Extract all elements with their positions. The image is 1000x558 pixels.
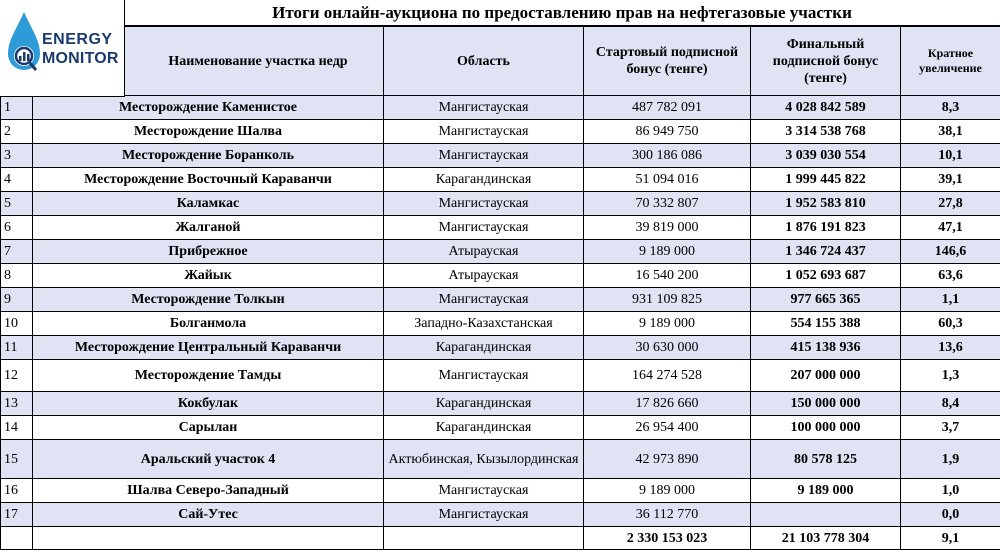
table-header-row	[1, 27, 1000, 96]
cell-field-name: Жайык	[33, 264, 384, 288]
cell-start-bonus: 931 109 825	[584, 288, 751, 312]
table-row	[1, 479, 1000, 503]
cell-start-bonus: 70 332 807	[584, 192, 751, 216]
cell-row-number: 15	[1, 440, 33, 479]
table-row	[1, 416, 1000, 440]
cell-region: Мангистауская	[384, 360, 584, 392]
cell-row-number: 13	[1, 392, 33, 416]
cell-region: Мангистауская	[384, 216, 584, 240]
cell-row-number: 14	[1, 416, 33, 440]
cell-start-bonus: 16 540 200	[584, 264, 751, 288]
cell-final-bonus: 207 000 000	[751, 360, 901, 392]
cell-blank-2	[33, 527, 384, 550]
cell-field-name: Болганмола	[33, 312, 384, 336]
cell-region: Мангистауская	[384, 120, 584, 144]
cell-field-name: Месторождение Боранколь	[33, 144, 384, 168]
logo-line-1: ENERGY	[42, 31, 113, 48]
cell-field-name: Прибрежное	[33, 240, 384, 264]
cell-region: Мангистауская	[384, 288, 584, 312]
table-row	[1, 144, 1000, 168]
cell-field-name: Каламкас	[33, 192, 384, 216]
cell-row-number: 3	[1, 144, 33, 168]
cell-row-number: 8	[1, 264, 33, 288]
cell-total-final-bonus: 21 103 778 304	[751, 527, 901, 550]
cell-ratio: 63,6	[901, 264, 1000, 288]
cell-start-bonus: 164 274 528	[584, 360, 751, 392]
cell-field-name: Месторождение Восточный Караванчи	[33, 168, 384, 192]
table-row	[1, 503, 1000, 527]
cell-final-bonus: 415 138 936	[751, 336, 901, 360]
cell-ratio: 1,9	[901, 440, 1000, 479]
page-title: Итоги онлайн-аукциона по предоставлению прав на нефтегазовые участки	[124, 0, 1000, 26]
cell-total-ratio: 9,1	[901, 527, 1000, 550]
cell-ratio: 8,4	[901, 392, 1000, 416]
cell-start-bonus: 300 186 086	[584, 144, 751, 168]
totals-row	[1, 527, 1000, 550]
cell-row-number: 1	[1, 96, 33, 120]
table-row	[1, 392, 1000, 416]
cell-region: Карагандинская	[384, 392, 584, 416]
auction-results-table	[0, 26, 1000, 550]
cell-field-name: Сарылан	[33, 416, 384, 440]
cell-ratio: 47,1	[901, 216, 1000, 240]
table-row	[1, 240, 1000, 264]
cell-row-number: 11	[1, 336, 33, 360]
table-row	[1, 440, 1000, 479]
cell-row-number: 6	[1, 216, 33, 240]
cell-region: Мангистауская	[384, 479, 584, 503]
table-row	[1, 168, 1000, 192]
cell-region: Карагандинская	[384, 168, 584, 192]
cell-final-bonus: 3 314 538 768	[751, 120, 901, 144]
cell-final-bonus: 9 189 000	[751, 479, 901, 503]
energy-drop-icon	[6, 10, 42, 80]
cell-blank-3	[384, 527, 584, 550]
table-row	[1, 312, 1000, 336]
cell-field-name: Сай-Утес	[33, 503, 384, 527]
cell-row-number: 16	[1, 479, 33, 503]
cell-field-name: Месторождение Каменистое	[33, 96, 384, 120]
cell-ratio: 1,1	[901, 288, 1000, 312]
cell-region: Атырауская	[384, 240, 584, 264]
cell-row-number: 10	[1, 312, 33, 336]
table-row	[1, 216, 1000, 240]
table-row	[1, 264, 1000, 288]
cell-field-name: Аральский участок 4	[33, 440, 384, 479]
cell-final-bonus: 977 665 365	[751, 288, 901, 312]
cell-ratio: 27,8	[901, 192, 1000, 216]
cell-ratio: 1,0	[901, 479, 1000, 503]
cell-row-number: 7	[1, 240, 33, 264]
cell-blank-1	[1, 527, 33, 550]
cell-row-number: 5	[1, 192, 33, 216]
cell-row-number: 17	[1, 503, 33, 527]
logo-text	[42, 30, 119, 68]
cell-region: Карагандинская	[384, 336, 584, 360]
cell-final-bonus: 1 052 693 687	[751, 264, 901, 288]
cell-start-bonus: 42 973 890	[584, 440, 751, 479]
cell-final-bonus	[751, 503, 901, 527]
header-region: Область	[384, 27, 584, 96]
cell-final-bonus: 3 039 030 554	[751, 144, 901, 168]
header-ratio	[901, 27, 1000, 96]
cell-ratio: 10,1	[901, 144, 1000, 168]
cell-row-number: 9	[1, 288, 33, 312]
cell-final-bonus: 4 028 842 589	[751, 96, 901, 120]
cell-final-bonus: 1 346 724 437	[751, 240, 901, 264]
cell-final-bonus: 100 000 000	[751, 416, 901, 440]
cell-start-bonus: 9 189 000	[584, 240, 751, 264]
table-row	[1, 360, 1000, 392]
header-name-label: Наименование участка недр	[168, 53, 348, 69]
header-final-bonus: Финальный подписной бонус (тенге)	[751, 27, 901, 96]
cell-start-bonus: 30 630 000	[584, 336, 751, 360]
header-ratio-label: Кратное увеличение	[919, 46, 982, 75]
cell-field-name: Месторождение Толкын	[33, 288, 384, 312]
cell-field-name: Месторождение Центральный Караванчи	[33, 336, 384, 360]
cell-final-bonus: 554 155 388	[751, 312, 901, 336]
cell-field-name: Месторождение Шалва	[33, 120, 384, 144]
cell-field-name: Месторождение Тамды	[33, 360, 384, 392]
cell-start-bonus: 86 949 750	[584, 120, 751, 144]
cell-total-start-bonus: 2 330 153 023	[584, 527, 751, 550]
table-row	[1, 288, 1000, 312]
cell-start-bonus: 9 189 000	[584, 479, 751, 503]
cell-ratio: 38,1	[901, 120, 1000, 144]
cell-ratio: 146,6	[901, 240, 1000, 264]
cell-field-name: Шалва Северо-Западный	[33, 479, 384, 503]
cell-start-bonus: 51 094 016	[584, 168, 751, 192]
cell-region: Актюбинская, Кызылординская	[384, 440, 584, 479]
table-body	[1, 96, 1000, 550]
logo-line-2: MONITOR	[42, 50, 119, 67]
table-row	[1, 120, 1000, 144]
cell-field-name: Жалганой	[33, 216, 384, 240]
cell-final-bonus: 1 876 191 823	[751, 216, 901, 240]
cell-ratio: 13,6	[901, 336, 1000, 360]
table-row	[1, 192, 1000, 216]
cell-start-bonus: 487 782 091	[584, 96, 751, 120]
energy-monitor-logo	[0, 0, 125, 97]
table-row	[1, 336, 1000, 360]
cell-final-bonus: 150 000 000	[751, 392, 901, 416]
cell-start-bonus: 26 954 400	[584, 416, 751, 440]
cell-final-bonus: 1 999 445 822	[751, 168, 901, 192]
cell-final-bonus: 1 952 583 810	[751, 192, 901, 216]
table-row	[1, 96, 1000, 120]
cell-row-number: 2	[1, 120, 33, 144]
cell-region: Мангистауская	[384, 96, 584, 120]
cell-field-name: Кокбулак	[33, 392, 384, 416]
cell-region: Карагандинская	[384, 416, 584, 440]
cell-start-bonus: 9 189 000	[584, 312, 751, 336]
cell-region: Атырауская	[384, 264, 584, 288]
cell-region: Мангистауская	[384, 144, 584, 168]
cell-region: Мангистауская	[384, 503, 584, 527]
cell-row-number: 12	[1, 360, 33, 392]
cell-ratio: 8,3	[901, 96, 1000, 120]
cell-region: Западно-Казахстанская	[384, 312, 584, 336]
cell-ratio: 39,1	[901, 168, 1000, 192]
cell-ratio: 1,3	[901, 360, 1000, 392]
cell-start-bonus: 36 112 770	[584, 503, 751, 527]
cell-start-bonus: 17 826 660	[584, 392, 751, 416]
cell-region: Мангистауская	[384, 192, 584, 216]
cell-ratio: 3,7	[901, 416, 1000, 440]
header-start-bonus: Стартовый подписной бонус (тенге)	[584, 27, 751, 96]
cell-ratio: 60,3	[901, 312, 1000, 336]
cell-ratio: 0,0	[901, 503, 1000, 527]
cell-row-number: 4	[1, 168, 33, 192]
cell-final-bonus: 80 578 125	[751, 440, 901, 479]
cell-start-bonus: 39 819 000	[584, 216, 751, 240]
